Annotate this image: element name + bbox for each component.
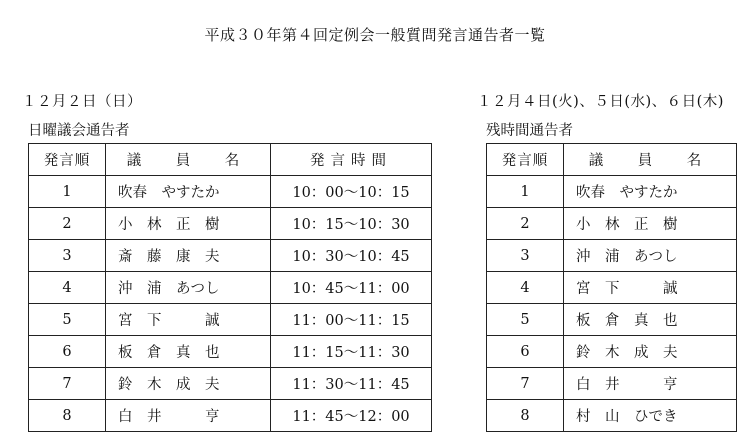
table-row (487, 336, 737, 368)
remaining-time-caption: 残時間通告者 (486, 123, 573, 139)
cell-order: 7 (29, 368, 106, 400)
cell-speaking-time: 10：45〜11：00 (271, 272, 432, 304)
table-row (29, 304, 432, 336)
table-row (487, 368, 737, 400)
cell-order: 1 (29, 176, 106, 208)
table-row (487, 240, 737, 272)
cell-member-name: 吹春 やすたか (564, 176, 737, 208)
table-header-row (487, 144, 737, 176)
document-title: 平成３０年第４回定例会一般質問発言通告者一覧 (204, 26, 546, 44)
cell-order: 2 (487, 208, 564, 240)
weekday-session-dates: １２月４日(火)、５日(水)、６日(木) (477, 94, 724, 110)
table-header-row (29, 144, 432, 176)
cell-member-name: 小 林 正 樹 (106, 208, 271, 240)
cell-order: 7 (487, 368, 564, 400)
cell-member-name: 吹春 やすたか (106, 176, 271, 208)
header-speaking-time: 発言時間 (271, 144, 432, 176)
sunday-session-date: １２月２日（日） (22, 94, 142, 110)
table-row (29, 272, 432, 304)
cell-order: 5 (29, 304, 106, 336)
sunday-speakers-table (28, 143, 432, 432)
remaining-speakers-body (487, 176, 737, 432)
cell-order: 6 (29, 336, 106, 368)
table-row (487, 304, 737, 336)
cell-member-name: 村 山 ひでき (564, 400, 737, 432)
remaining-speakers-table (486, 143, 737, 432)
cell-order: 4 (29, 272, 106, 304)
cell-member-name: 小 林 正 樹 (564, 208, 737, 240)
cell-member-name: 宮 下 誠 (564, 272, 737, 304)
cell-member-name: 鈴 木 成 夫 (564, 336, 737, 368)
cell-speaking-time: 11：45〜12：00 (271, 400, 432, 432)
table-row (29, 240, 432, 272)
table-row (487, 208, 737, 240)
table-row (487, 176, 737, 208)
cell-speaking-time: 10：00〜10：15 (271, 176, 432, 208)
cell-member-name: 白 井 亨 (106, 400, 271, 432)
cell-speaking-time: 11：30〜11：45 (271, 368, 432, 400)
header-order: 発言順 (487, 144, 564, 176)
header-member-name: 議 員 名 (106, 144, 271, 176)
cell-member-name: 沖 浦 あつし (564, 240, 737, 272)
cell-member-name: 白 井 亨 (564, 368, 737, 400)
sunday-session-caption: 日曜議会通告者 (28, 123, 130, 139)
cell-order: 2 (29, 208, 106, 240)
table-row (29, 176, 432, 208)
header-member-name: 議 員 名 (564, 144, 737, 176)
header-order: 発言順 (29, 144, 106, 176)
cell-order: 1 (487, 176, 564, 208)
cell-speaking-time: 11：00〜11：15 (271, 304, 432, 336)
table-row (29, 208, 432, 240)
table-row (29, 400, 432, 432)
table-row (487, 272, 737, 304)
cell-member-name: 宮 下 誠 (106, 304, 271, 336)
cell-speaking-time: 10：30〜10：45 (271, 240, 432, 272)
cell-member-name: 鈴 木 成 夫 (106, 368, 271, 400)
cell-order: 3 (487, 240, 564, 272)
cell-order: 8 (487, 400, 564, 432)
cell-order: 4 (487, 272, 564, 304)
table-row (29, 336, 432, 368)
table-row (487, 400, 737, 432)
cell-speaking-time: 11：15〜11：30 (271, 336, 432, 368)
table-row (29, 368, 432, 400)
cell-order: 6 (487, 336, 564, 368)
cell-order: 5 (487, 304, 564, 336)
cell-member-name: 板 倉 真 也 (106, 336, 271, 368)
cell-member-name: 斎 藤 康 夫 (106, 240, 271, 272)
cell-member-name: 板 倉 真 也 (564, 304, 737, 336)
cell-member-name: 沖 浦 あつし (106, 272, 271, 304)
sunday-speakers-body (29, 176, 432, 432)
cell-order: 3 (29, 240, 106, 272)
cell-speaking-time: 10：15〜10：30 (271, 208, 432, 240)
cell-order: 8 (29, 400, 106, 432)
